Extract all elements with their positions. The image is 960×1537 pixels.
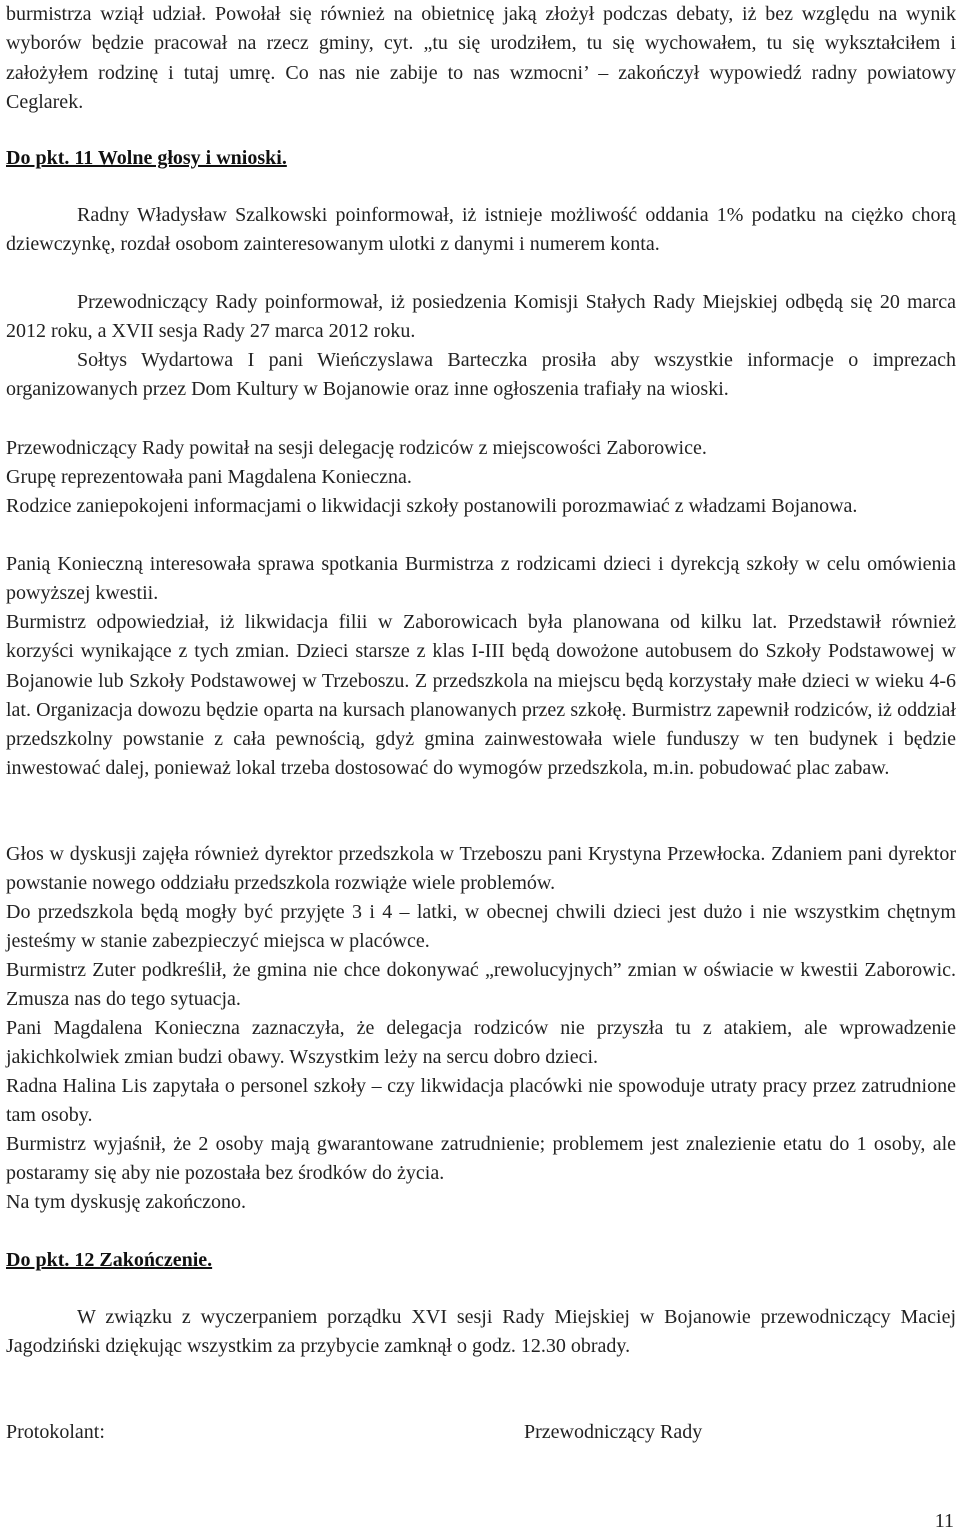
paragraph-burmistrz-wyjasnil: Burmistrz wyjaśnił, że 2 osoby mają gwarantowane zatrudnienie; problemem jest znalezienie etatu do 1 osoby, ale postaramy się aby nie pozostała bez środków do życia. bbox=[6, 1133, 956, 1185]
signature-przewodniczacy: Przewodniczący Rady bbox=[524, 1421, 703, 1443]
intro-paragraph: burmistrza wziął udział. Powołał się również na obietnicę jaką złożył podczas debaty, iż bez względu na wynik wyborów będzie pracował na rzecz gminy, cyt. „tu się urodziłem, tu się wychowałem, tu się wykształciłem i założyłem rodzinę i tutaj umrę. Co nas nie zabije to nas wzmocni’ – zakończył wypowiedź radny powiatowy Ceglarek. bbox=[6, 3, 956, 113]
paragraph-magdalena-konieczna: Grupę reprezentowała pani Magdalena Konieczna. bbox=[6, 466, 412, 488]
paragraph-burmistrz-odpowiedzial: Burmistrz odpowiedział, iż likwidacja filii w Zaborowicach była planowana od kilku lat. Przedstawił również korzyści wynikające z tych zmian. Dzieci starsze z klas I-III będą dowożone autobusem do Szkoły Podstawowej w Bojanowie lub Szkoły Podstawowej w Trzeboszu. Z przedszkola na miejscu będą korzystały małe dzieci w wieku 4-6 lat. Organizacja dowozu będzie oparta na kursach planowanych przez szkołę. Burmistrz zapewnił rodziców, iż oddział przedszkolny powstanie z cała pewnością, gdyż gmina zainwestowała wiele funduszy w ten budynek i będzie inwestować dalej, ponieważ lokal trzeba dostosować do wymogów przedszkola, m.in. pobudować plac zabaw. bbox=[6, 611, 956, 780]
paragraph-komisje-terminy: Przewodniczący Rady poinformował, iż posiedzenia Komisji Stałych Rady Miejskiej odbędą się 20 marca 2012 roku, a XVII sesja Rady 27 marca 2012 roku. bbox=[6, 291, 956, 343]
paragraph-spotkanie-burmistrza: Panią Konieczną interesowała sprawa spotkania Burmistrza z rodzicami dzieci i dyrekcją szkoły w celu omówienia powyższej kwestii. bbox=[6, 553, 956, 605]
paragraph-soltys-wydartowa: Sołtys Wydartowa I pani Wieńczyslawa Barteczka prosiła aby wszystkie informacje o imprezach organizowanych przez Dom Kultury w Bojanowie oraz inne ogłoszenia trafiały na wioski. bbox=[6, 349, 956, 401]
section-11-heading: Do pkt. 11 Wolne głosy i wnioski. bbox=[6, 147, 287, 169]
signature-protokolant: Protokolant: bbox=[6, 1421, 105, 1443]
closing-paragraph: W związku z wyczerpaniem porządku XVI sesji Rady Miejskiej w Bojanowie przewodniczący Maciej Jagodziński dziękując wszystkim za przybycie zamknął o godz. 12.30 obrady. bbox=[6, 1306, 956, 1358]
paragraph-rodzice-zaniepokojeni: Rodzice zaniepokojeni informacjami o likwidacji szkoły postanowili porozmawiać z władzami Bojanowa. bbox=[6, 495, 858, 517]
paragraph-szalkowski: Radny Władysław Szalkowski poinformował, iż istnieje możliwość oddania 1% podatku na ciężko chorą dziewczynkę, rozdał osobom zainteresowanym ulotki z danymi i numerem konta. bbox=[6, 204, 956, 256]
paragraph-halina-lis: Radna Halina Lis zapytała o personel szkoły – czy likwidacja placówki nie spowoduje utraty pracy przez zatrudnione tam osoby. bbox=[6, 1075, 956, 1127]
section-12-heading: Do pkt. 12 Zakończenie. bbox=[6, 1249, 213, 1271]
paragraph-dyrektor-przedszkola: Głos w dyskusji zajęła również dyrektor przedszkola w Trzeboszu pani Krystyna Przewłocka. Zdaniem pani dyrektor powstanie nowego oddziału przedszkola rozwiąże wiele problemów. bbox=[6, 843, 956, 895]
paragraph-konieczna-zaznaczyla: Pani Magdalena Konieczna zaznaczyła, że delegacja rodziców nie przyszła tu z atakiem, ale wprowadzenie jakichkolwiek zmian budzi obawy. Wszystkim leży na sercu dobro dzieci. bbox=[6, 1017, 956, 1069]
paragraph-delegacja-zaborowice: Przewodniczący Rady powitał na sesji delegację rodziców z miejscowości Zaborowice. bbox=[6, 437, 707, 459]
paragraph-koniec-dyskusji: Na tym dyskusję zakończono. bbox=[6, 1191, 246, 1213]
paragraph-przyjecie-latkow: Do przedszkola będą mogły być przyjęte 3 i 4 – latki, w obecnej chwili dzieci jest dużo i nie wszystkim chętnym jesteśmy w stanie zabezpieczyć miejsca w placówce. bbox=[6, 901, 956, 953]
page-number: 11 bbox=[934, 1510, 954, 1532]
paragraph-burmistrz-zuter: Burmistrz Zuter podkreślił, że gmina nie chce dokonywać „rewolucyjnych” zmian w oświacie w kwestii Zaborowic. Zmusza nas do tego sytuacja. bbox=[6, 959, 956, 1011]
